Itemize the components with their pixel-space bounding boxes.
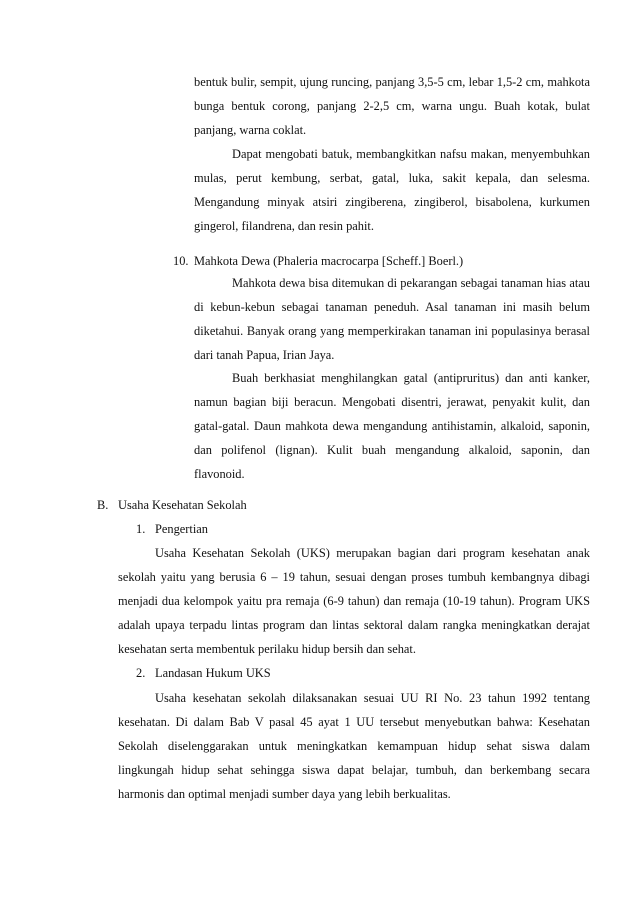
item-10-heading (173, 249, 463, 273)
subsection-1-heading (136, 517, 208, 541)
continuation-paragraph-2: Dapat mengobati batuk, membangkitkan nafsu makan, menyembuhkan mulas, perut kembung, serbat, gatal, luka, sakit kepala, dan selesma. Mengandung minyak atsiri zingiberena, zingiberol, bisabolena, kurkumen gingerol, filandrena, dan resin pahit. (194, 147, 590, 233)
subsection-1-number: 1. (136, 522, 146, 536)
subsection-2-heading (136, 661, 271, 685)
section-b-title: Usaha Kesehatan Sekolah (118, 498, 247, 512)
item-10-paragraph-2: Buah berkhasiat menghilangkan gatal (antipruritus) dan anti kanker, namun bagian biji beracun. Mengobati disentri, jerawat, penyakit kulit, dan gatal-gatal. Daun mahkota dewa mengandung antihistamin, alkaloid, saponin, dan polifenol (lignan). Kulit buah mengandung alkaloid, saponin, dan flavonoid. (194, 371, 590, 481)
subsection-2-number: 2. (136, 666, 146, 680)
section-b-letter: B. (97, 498, 109, 512)
continuation-paragraph-1: bentuk bulir, sempit, ujung runcing, panjang 3,5-5 cm, lebar 1,5-2 cm, mahkota bunga bentuk corong, panjang 2-2,5 cm, warna ungu. Buah kotak, bulat panjang, warna coklat. (194, 75, 590, 137)
subsection-2-text: Usaha kesehatan sekolah dilaksanakan sesuai UU RI No. 23 tahun 1992 tentang kesehatan. Di dalam Bab V pasal 45 ayat 1 UU tersebut menyebutkan bahwa: Kesehatan Sekolah diselenggarakan untuk meningkatkan kemampuan hidup sehat siswa dalam lingkungah hidup sehat sehingga siswa dapat belajar, tumbuh, dan berkembang secara harmonis dan optimal menjadi sumber daya yang lebih berkualitas. (118, 691, 590, 801)
subsection-1-title: Pengertian (155, 522, 208, 536)
section-b-heading (97, 493, 247, 517)
item-10-number: 10. (173, 254, 189, 268)
subsection-1-text: Usaha Kesehatan Sekolah (UKS) merupakan bagian dari program kesehatan anak sekolah yaitu yang berusia 6 – 19 tahun, sesuai dengan proses tumbuh kembangnya dibagi menjadi dua kelompok yaitu pra remaja (6-9 tahun) dan remaja (10-19 tahun). Program UKS adalah upaya terpadu lintas program dan lintas sektoral dalam rangka meningkatkan derajat kesehatan serta membentuk perilaku hidup bersih dan sehat. (118, 546, 590, 656)
item-10-paragraph-1: Mahkota dewa bisa ditemukan di pekarangan sebagai tanaman hias atau di kebun-kebun sebagai tanaman peneduh. Asal tanaman ini masih belum diketahui. Banyak orang yang memperkirakan tanaman ini populasinya berasal dari tanah Papua, Irian Jaya. (194, 276, 590, 362)
subsection-2-title: Landasan Hukum UKS (155, 666, 271, 680)
item-10-title: Mahkota Dewa (Phaleria macrocarpa [Scheff.] Boerl.) (194, 254, 464, 268)
